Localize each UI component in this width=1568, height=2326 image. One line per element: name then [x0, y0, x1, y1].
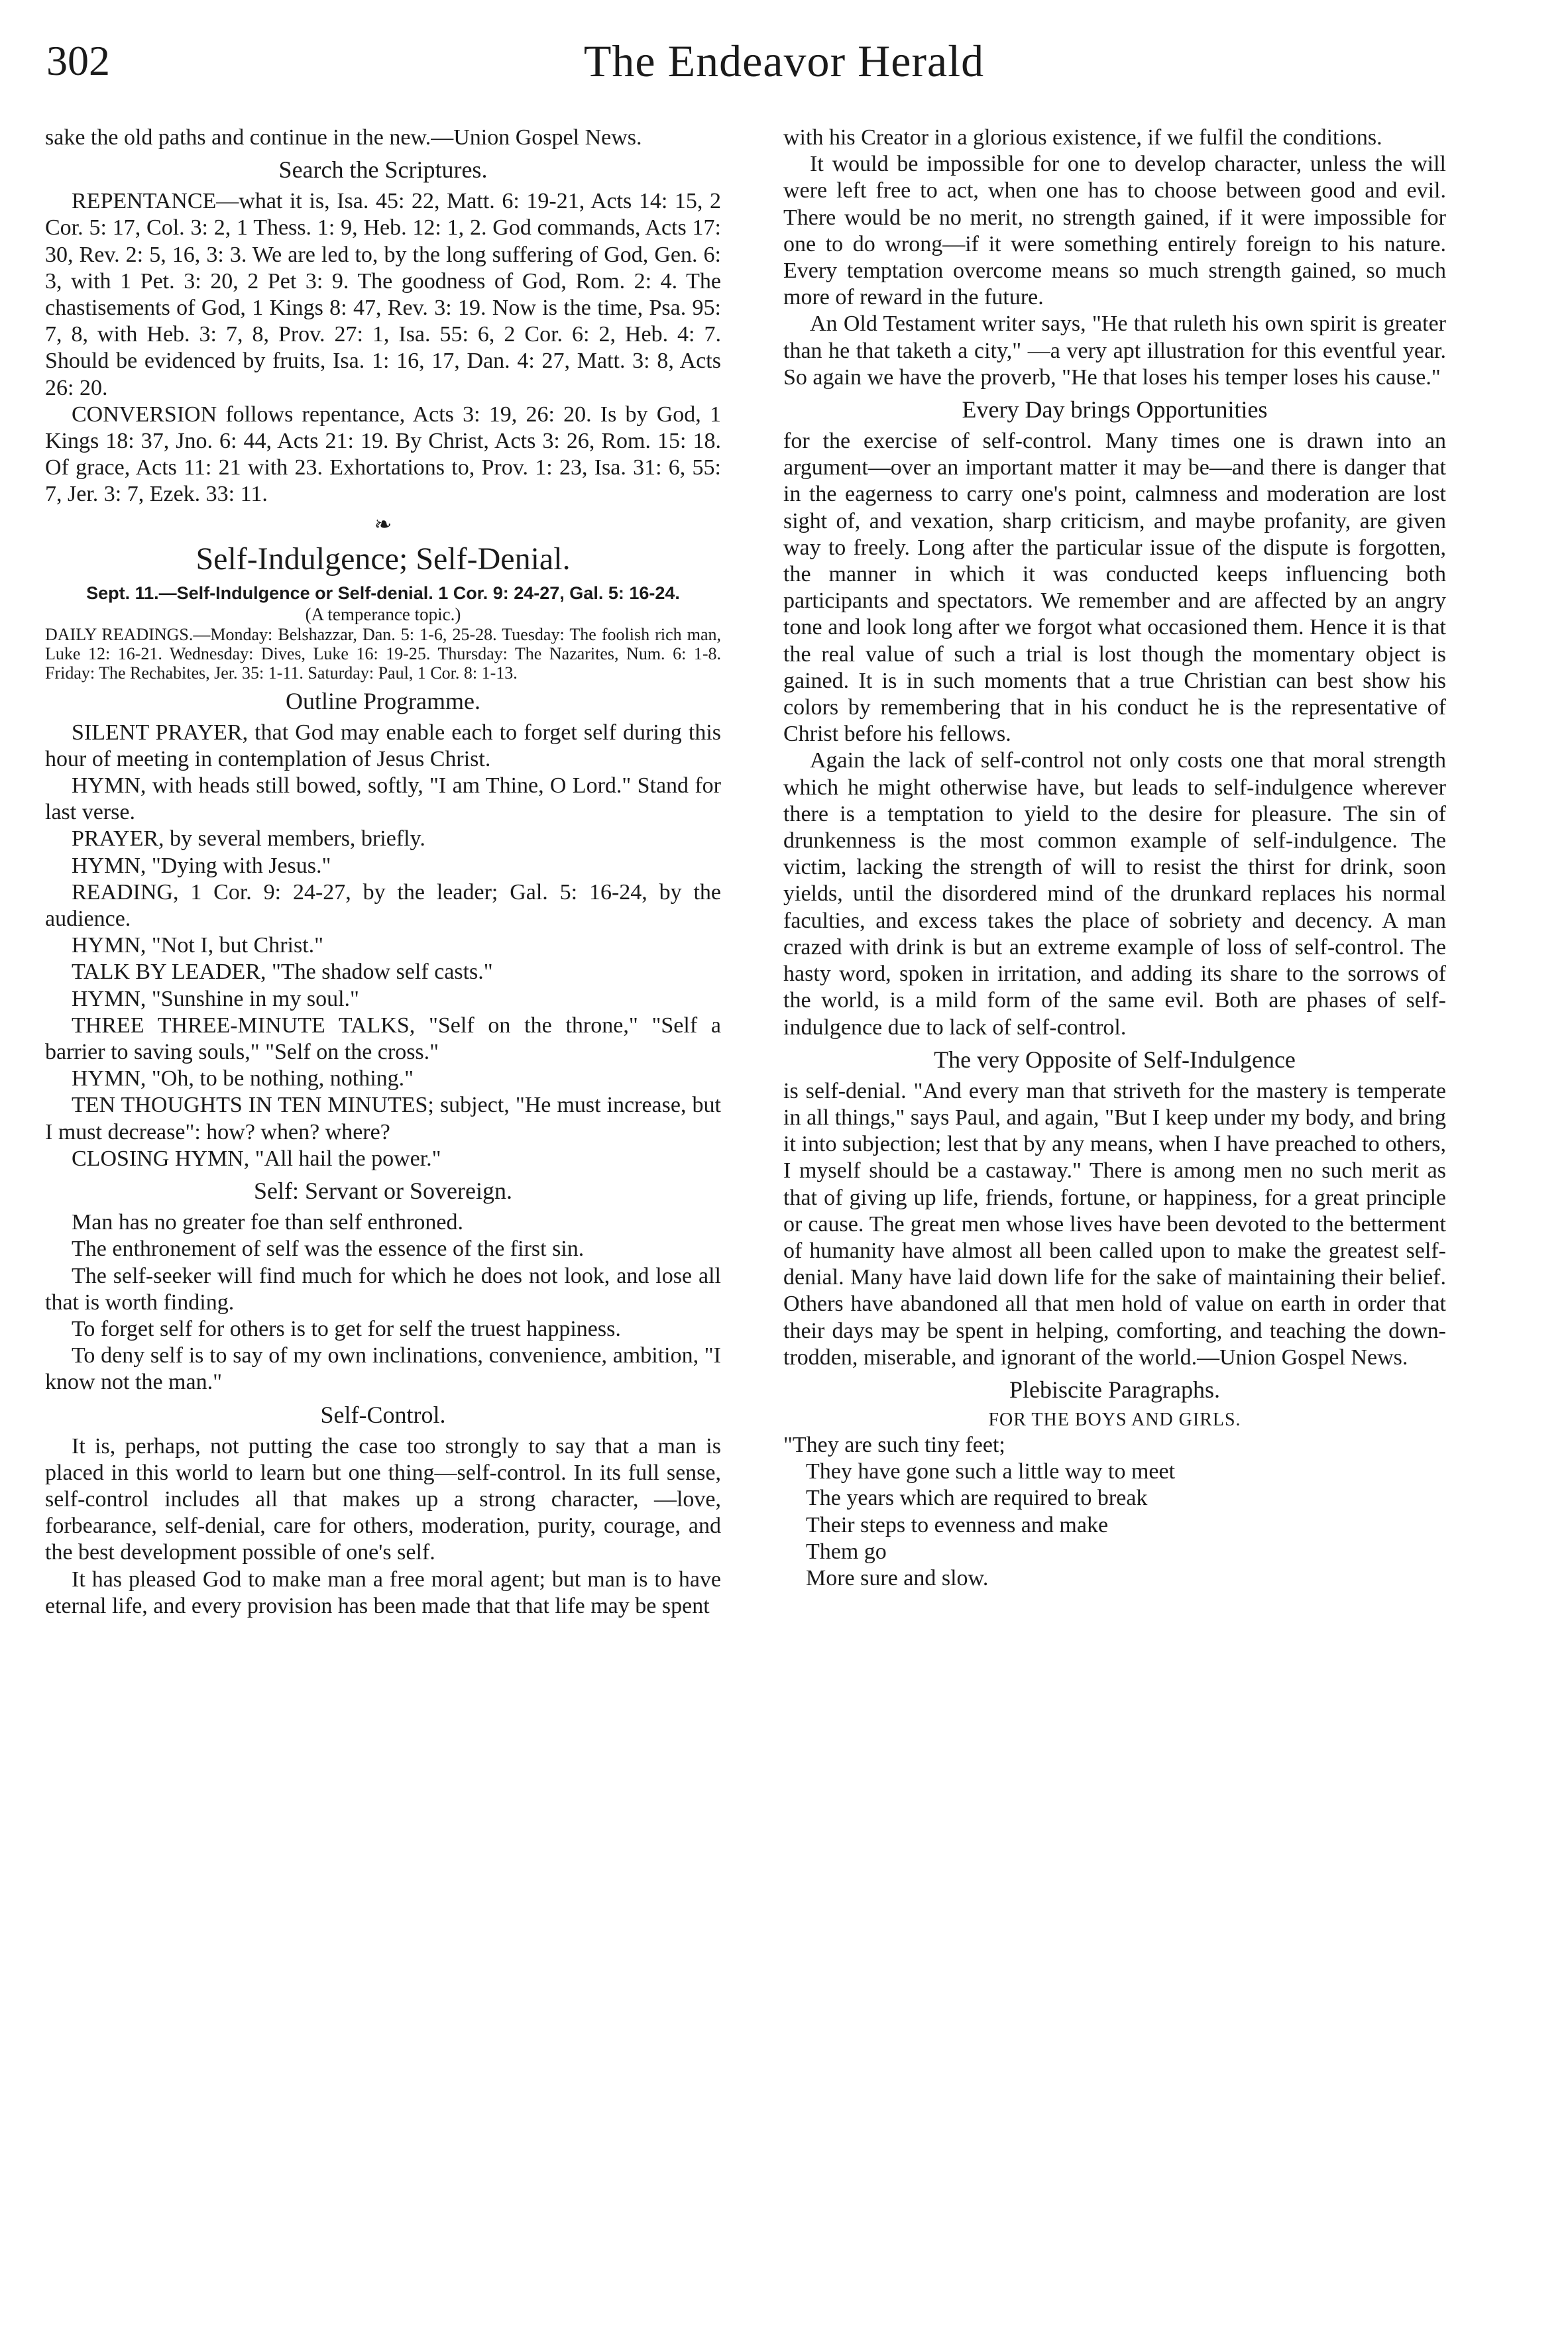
programme-item: HYMN, "Dying with Jesus." [72, 853, 331, 878]
programme-item: HYMN, "Sunshine in my soul." [72, 986, 359, 1011]
poem [783, 1432, 1446, 1592]
programme-item: CLOSING HYMN, "All hail the power." [72, 1146, 441, 1171]
programme-item: SILENT PRAYER, that God may enable each to forget self during this hour of meeting in contemplation of Jesus Christ. [45, 720, 721, 771]
servant-sovereign-heading: Self: Servant or Sovereign. [254, 1178, 512, 1205]
servant-paragraph: To deny self is to say of my own inclinations, convenience, ambition, "I know not the man." [45, 1343, 721, 1395]
poem-line: Their steps to evenness and make [806, 1512, 1109, 1537]
poem-line: More sure and slow. [806, 1565, 989, 1590]
boys-girls-subheading: FOR THE BOYS AND GIRLS. [988, 1409, 1241, 1430]
programme-list [45, 720, 721, 1172]
lesson-reference: Sept. 11.—Self-Indulgence or Self-denial. 1 Cor. 9: 24-27, Gal. 5: 16-24. [86, 582, 680, 603]
left-column [45, 125, 721, 1620]
intro-paragraph: sake the old paths and continue in the new.—Union Gospel News. [45, 125, 642, 150]
programme-item: THREE THREE-MINUTE TALKS, "Self on the throne," "Self a barrier to saving souls," "Self on the cross." [45, 1013, 721, 1065]
self-control-paragraph: It has pleased God to make man a free moral agent; but man is to have eternal life, and every provision has been made that that life may be spent [45, 1567, 721, 1618]
right-column [783, 125, 1446, 1592]
servant-paragraph: The self-seeker will find much for which he does not look, and lose all that is worth finding. [45, 1263, 721, 1315]
servant-paragraph: The enthronement of self was the essence of the first sin. [72, 1237, 585, 1262]
programme-item: HYMN, "Not I, but Christ." [72, 933, 324, 958]
body-paragraph: for the exercise of self-control. Many times one is drawn into an argument—over an important matter it may be—and there is danger that in the eagerness to carry one's point, calmness and moderation are lost sight of, and vexation, sharp criticism, and maybe profanity, are given way to freely. Long after the particular issue of the dispute is forgotten, the manner in which it was conducted keeps influencing both participants and spectators. We remember and are affected by an angry tone and look long after we forgot what occasioned them. Hence it is that the real value of such a trial is lost though the momentary object is gained. It is in such moments that a true Christian can best show his colors by remembering that in his conduct he is the representative of Christ before his fellows. [783, 429, 1446, 747]
self-control-paragraph: It is, perhaps, not putting the case too strongly to say that a man is placed in this world to learn but one thing—self-control. In its full sense, self-control includes all that makes up a strong character, —love, forbearance, self-denial, care for others, moderation, purity, courage, and the best development possible of one's self. [45, 1433, 721, 1565]
programme-item: PRAYER, by several members, briefly. [72, 826, 425, 852]
outline-programme-heading: Outline Programme. [286, 687, 480, 714]
plebiscite-heading: Plebiscite Paragraphs. [1009, 1376, 1220, 1403]
programme-item: TEN THOUGHTS IN TEN MINUTES; subject, "He must increase, but I must decrease": how? when? where? [45, 1093, 721, 1144]
poem-line: The years which are required to break [806, 1486, 1148, 1511]
programme-item: HYMN, "Oh, to be nothing, nothing." [72, 1066, 414, 1091]
body-paragraph: Again the lack of self-control not only costs one that moral strength which he might otherwise have, but leads to self-indulgence wherever there is a temptation to yield to the desire for pleasure. The sin of drunkenness is the most common example of self-indulgence. The victim, lacking the strength of will to resist the thirst for drink, soon yields, until the disordered mind of the drunkard replaces his normal faculties, and excess takes the place of sobriety and decency. A man crazed with drink is but an extreme example of loss of self-control. The hasty word, spoken in irritation, and adding its share to the sorrows of the world, is a mild form of the same evil. Both are phases of self-indulgence due to lack of self-control. [783, 748, 1446, 1040]
servant-paragraph: Man has no greater foe than self enthroned. [72, 1210, 463, 1235]
body-paragraph: It would be impossible for one to develop character, unless the will were left free to act, when one has to choose between good and evil. There would be no merit, no strength gained, if it were impossible for one to do wrong—if it were something entirely foreign to his nature. Every temptation overcome means so much strength gained, so much more of reward in the future. [783, 152, 1446, 310]
every-day-heading: Every Day brings Opportunities [962, 396, 1268, 423]
programme-item: TALK BY LEADER, "The shadow self casts." [72, 960, 493, 985]
repentance-paragraph: REPENTANCE—what it is, Isa. 45: 22, Matt. 6: 19-21, Acts 14: 15, 2 Cor. 5: 17, Col. 3: 2, 1 Thess. 1: 9, Heb. 12: 1, 2. God commands, Acts 17: 30, Rev. 2: 5, 16, 3: 3. We are led to, by the long suffering of God, Gen. 6: 3, with 1 Pet. 3: 20, 2 Pet 3: 9. The goodness of God, Rom. 2: 4. The chastisements of God, 1 Kings 8: 47, Rev. 3: 19. Now is the time, Psa. 95: 7, 8, with Heb. 3: 7, 8, Prov. 27: 1, Isa. 55: 6, 2 Cor. 6: 2, Heb. 4: 7. Should be evidenced by fruits, Isa. 1: 16, 17, Dan. 4: 27, Matt. 3: 8, Acts 26: 20. [45, 189, 721, 400]
servant-paragraph: To forget self for others is to get for self the truest happiness. [72, 1316, 621, 1341]
page-number: 302 [46, 37, 110, 84]
search-scriptures-heading: Search the Scriptures. [278, 156, 488, 184]
topic-note: (A temperance topic.) [305, 604, 461, 624]
body-paragraph: An Old Testament writer says, "He that ruleth his own spirit is greater than he that taketh a city," —a very apt illustration for this eventful year. So again we have the proverb, "He that loses his temper loses his cause." [783, 311, 1446, 390]
self-control-heading: Self-Control. [320, 1401, 446, 1428]
opposite-heading: The very Opposite of Self-Indulgence [934, 1046, 1296, 1073]
programme-item: READING, 1 Cor. 9: 24-27, by the leader; Gal. 5: 16-24, by the audience. [45, 879, 721, 932]
body-paragraph: is self-denial. "And every man that striveth for the mastery is temperate in all things," says Paul, and again, "But I keep under my body, and bring it into subjection; lest that by any means, when I have preached to others, I myself should be a castaway." There is among men no such merit as that of giving up life, friends, fortune, or happiness, for a great principle or cause. The great men whose lives have been devoted to the betterment of humanity have almost all been called upon to make the greatest self-denial. Many have laid down life for the sake of maintaining their belief. Others have abandoned all that men hold of value on earth in order that their days may be spent in helping, comforting, and teaching the down-trodden, miserable, and ignorant of the world.—Union Gospel News. [783, 1078, 1446, 1370]
continuation-paragraph: with his Creator in a glorious existence, if we fulfil the conditions. [783, 125, 1382, 150]
poem-line: Them go [806, 1539, 887, 1564]
conversion-paragraph: CONVERSION follows repentance, Acts 3: 19, 26: 20. Is by God, 1 Kings 18: 37, Jno. 6: 44, Acts 21: 19. By Christ, Acts 3: 26, Rom. 15: 18. Of grace, Acts 11: 21 with 23. Exhortations to, Prov. 1: 23, Isa. 31: 6, 55: 7, Jer. 3: 7, Ezek. 33: 11. [45, 402, 721, 507]
programme-item: HYMN, with heads still bowed, softly, "I am Thine, O Lord." Stand for last verse. [45, 773, 721, 825]
poem-line: "They are such tiny feet; [783, 1432, 1005, 1457]
article-title: Self-Indulgence; Self-Denial. [196, 541, 571, 577]
poem-line: They have gone such a little way to meet [806, 1459, 1176, 1484]
daily-readings: DAILY READINGS.—Monday: Belshazzar, Dan. 5: 1-6, 25-28. Tuesday: The foolish rich man, Luke 12: 16-21. Wednesday: Dives, Luke 16: 19-25. Thursday: The Nazarites, Num. 6: 1-8. Friday: The Rechabites, Jer. 35: 1-11. Saturday: Paul, 1 Cor. 8: 1-13. [45, 624, 721, 683]
running-head: The Endeavor Herald [583, 36, 985, 86]
ornament-icon: ❧ [374, 512, 392, 536]
